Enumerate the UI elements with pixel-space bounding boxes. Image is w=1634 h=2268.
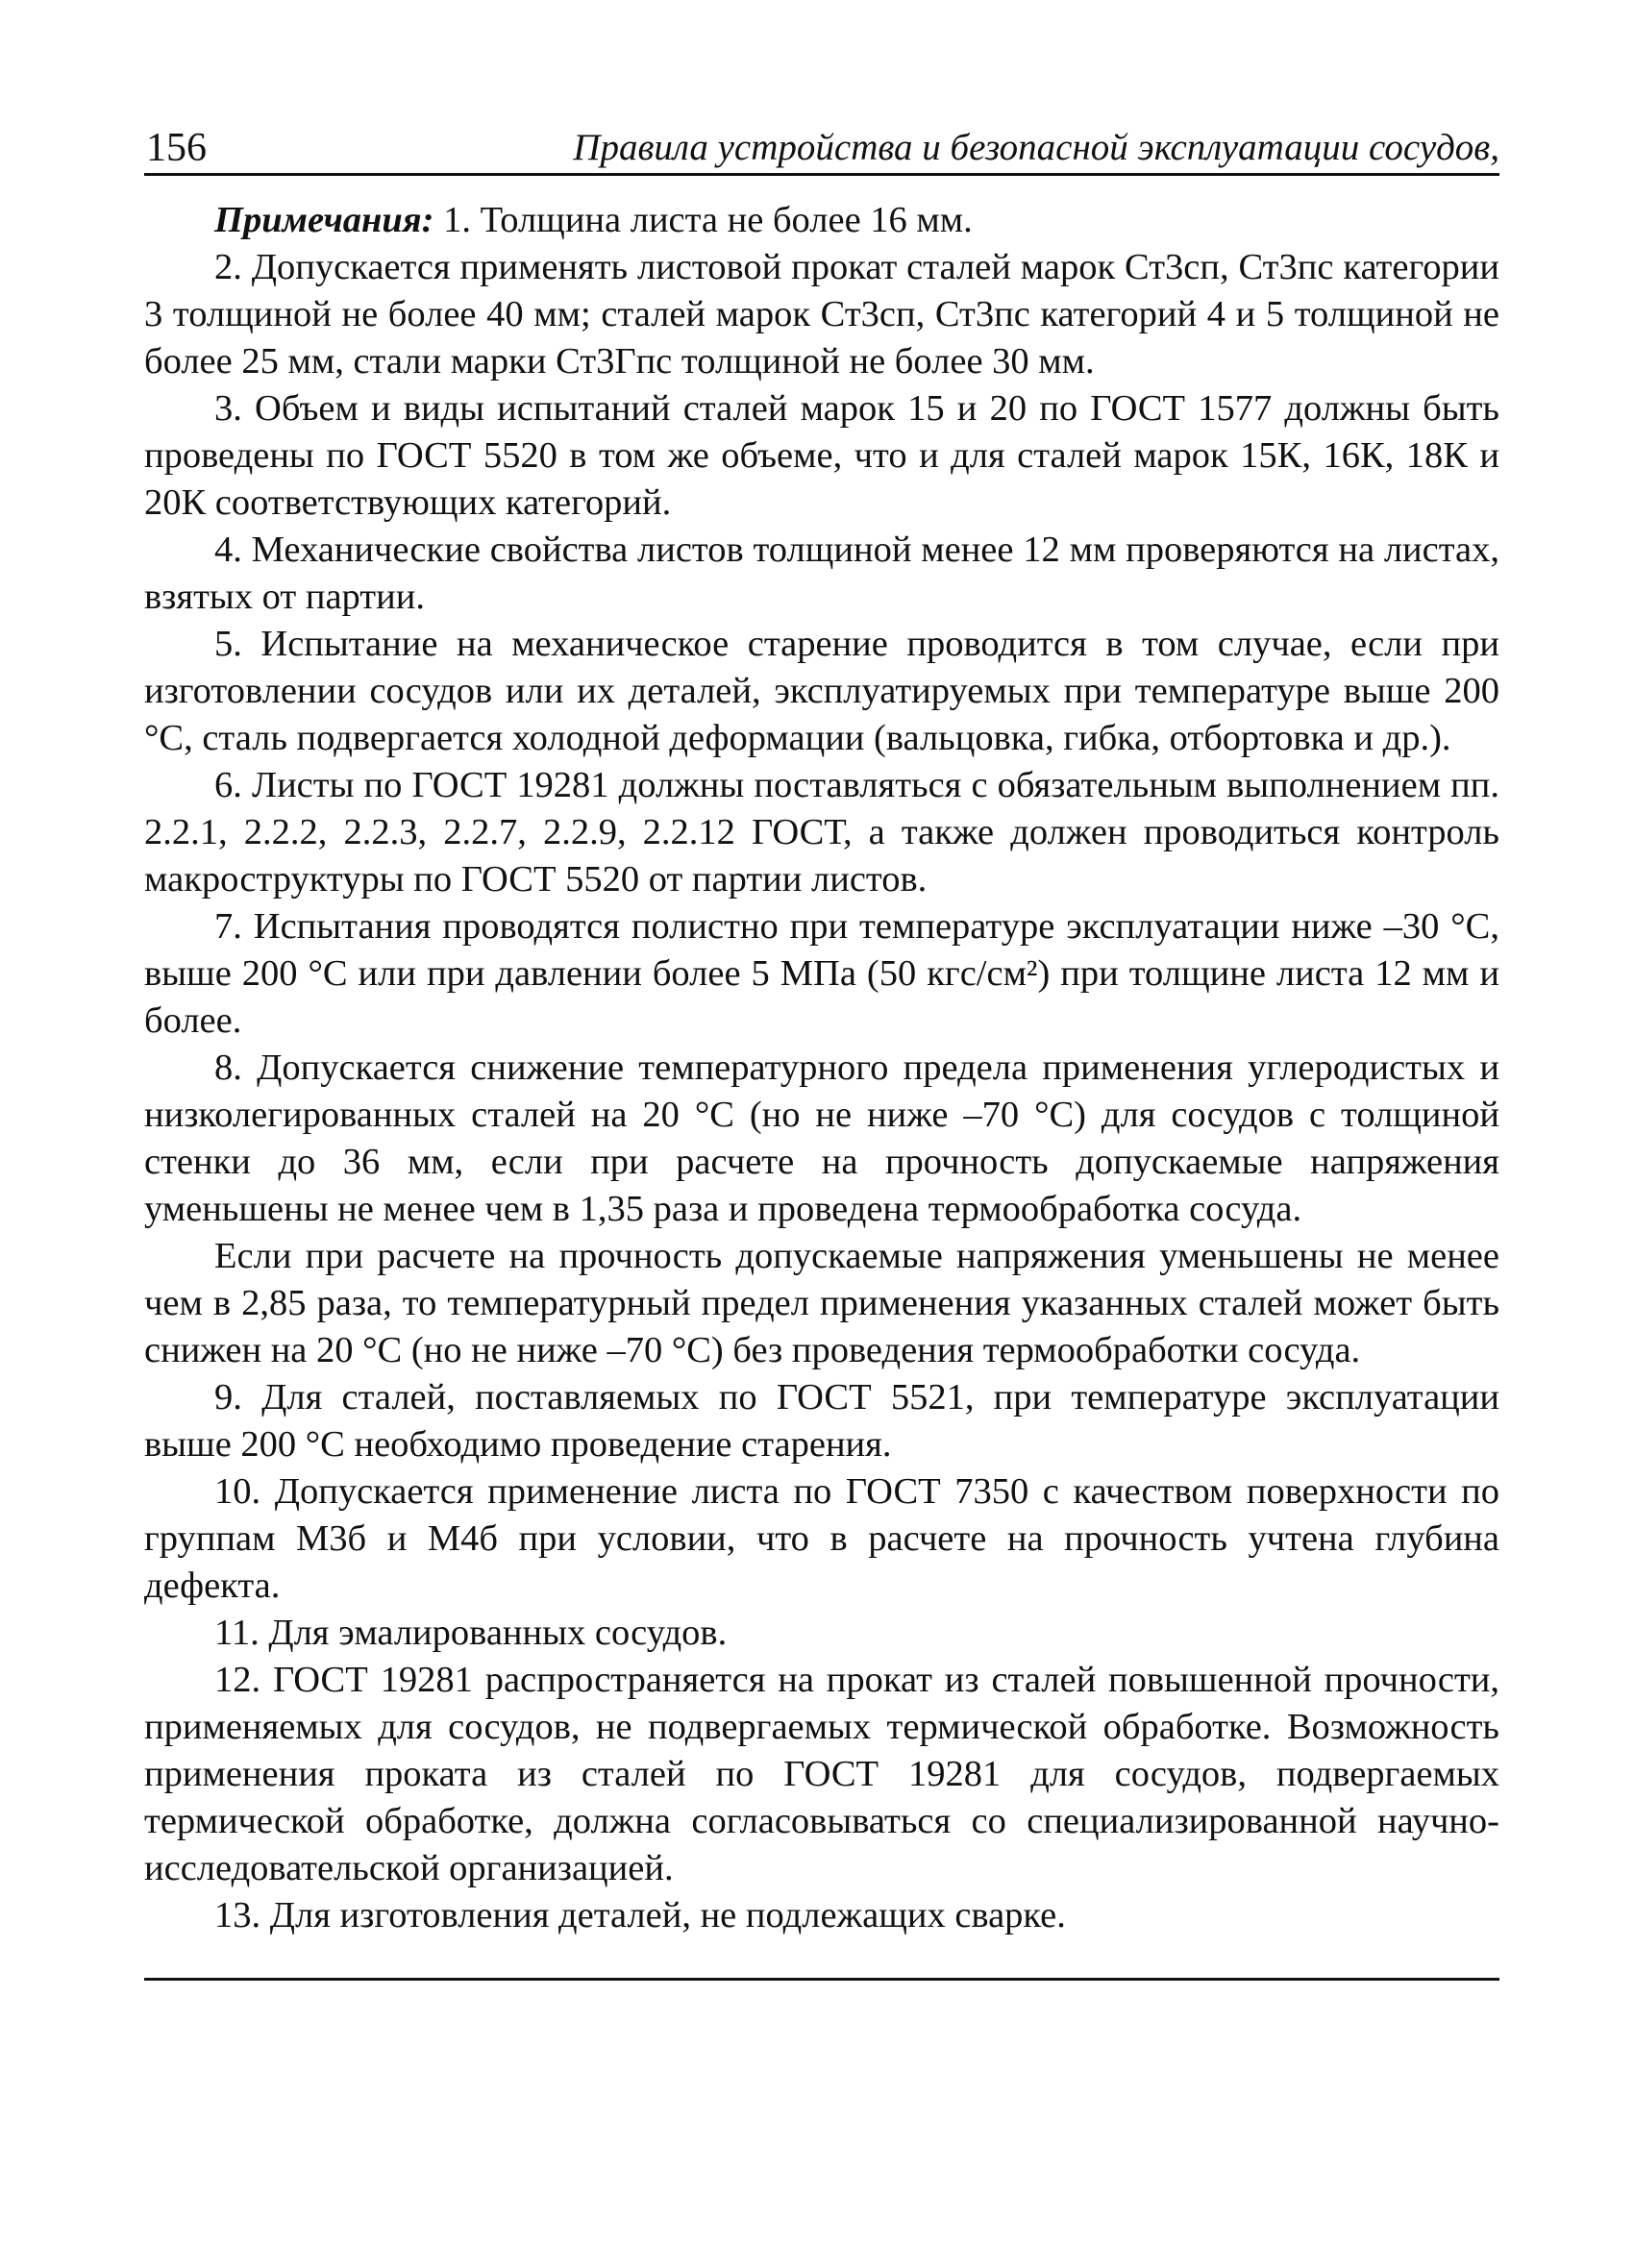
note-10: 10. Допускается применение листа по ГОСТ 7350 с качеством поверхности по группам М3б и М4б при условии, что в расчете на прочность учтена глубина дефекта.	[144, 1471, 1499, 1606]
running-header	[144, 115, 1499, 176]
book-page	[144, 115, 1499, 1981]
note-8: 8. Допускается снижение температурного предела применения углеродистых и низколегированных сталей на 20 °С (но не ниже –70 °С) для сосудов с толщиной стенки до 36 мм, если при расчете на прочность допускаемые напряжения уменьшены не менее чем в 1,35 раза и проведена термообработка сосуда.	[144, 1048, 1499, 1229]
note-1	[144, 197, 1499, 244]
note-12: 12. ГОСТ 19281 распространяется на прокат из сталей повышенной прочности, применяемых для сосудов, не подвергаемых термической обработке. Возможность применения проката из сталей по ГОСТ 19281 для сосудов, подвергаемых термической обработке, должна согласовываться со специализированной научно-исследовательской организацией.	[144, 1660, 1499, 1888]
note-3: 3. Объем и виды испытаний сталей марок 15 и 20 по ГОСТ 1577 должны быть проведены по ГОСТ 5520 в том же объеме, что и для сталей марок 15К, 16К, 18К и 20К соответствующих категорий.	[144, 388, 1499, 523]
note-7: 7. Испытания проводятся полистно при температуре эксплуатации ниже –30 °С, выше 200 °С или при давлении более 5 МПа (50 кгс/см²) при толщине листа 12 мм и более.	[144, 906, 1499, 1041]
note-1-text: 1. Толщина листа не более 16 мм.	[433, 200, 973, 240]
notes-heading: Примечания:	[214, 200, 434, 240]
note-5: 5. Испытание на механическое старение проводится в том случае, если при изготовлении сосудов или их деталей, эксплуатируемых при температуре выше 200 °С, сталь подвергается холодной деформации (вальцовка, гибка, отбортовка и др.).	[144, 624, 1499, 758]
bottom-rule	[144, 1978, 1499, 1981]
running-title: Правила устройства и безопасной эксплуатации сосудов,	[573, 127, 1499, 168]
note-4: 4. Механические свойства листов толщиной менее 12 мм проверяются на листах, взятых от партии.	[144, 530, 1499, 617]
note-9: 9. Для сталей, поставляемых по ГОСТ 5521, при температуре эксплуатации выше 200 °С необходимо проведение старения.	[144, 1377, 1499, 1465]
notes-section	[144, 197, 1499, 1939]
note-2: 2. Допускается применять листовой прокат сталей марок Ст3сп, Ст3пс категории 3 толщиной не более 40 мм; сталей марок Ст3сп, Ст3пс категорий 4 и 5 толщиной не более 25 мм, стали марки Ст3Гпс толщиной не более 30 мм.	[144, 247, 1499, 382]
page-number: 156	[146, 126, 207, 170]
note-13: 13. Для изготовления деталей, не подлежащих сварке.	[214, 1895, 1066, 1935]
note-6: 6. Листы по ГОСТ 19281 должны поставляться с обязательным выполнением пп. 2.2.1, 2.2.2, 2.2.3, 2.2.7, 2.2.9, 2.2.12 ГОСТ, а также должен проводиться контроль макроструктуры по ГОСТ 5520 от партии листов.	[144, 765, 1499, 900]
note-11: 11. Для эмалированных сосудов.	[214, 1613, 728, 1653]
note-8-continuation: Если при расчете на прочность допускаемые напряжения уменьшены не менее чем в 2,85 раза, то температурный предел применения указанных сталей может быть снижен на 20 °С (но не ниже –70 °С) без проведения термообработки сосуда.	[144, 1236, 1499, 1370]
